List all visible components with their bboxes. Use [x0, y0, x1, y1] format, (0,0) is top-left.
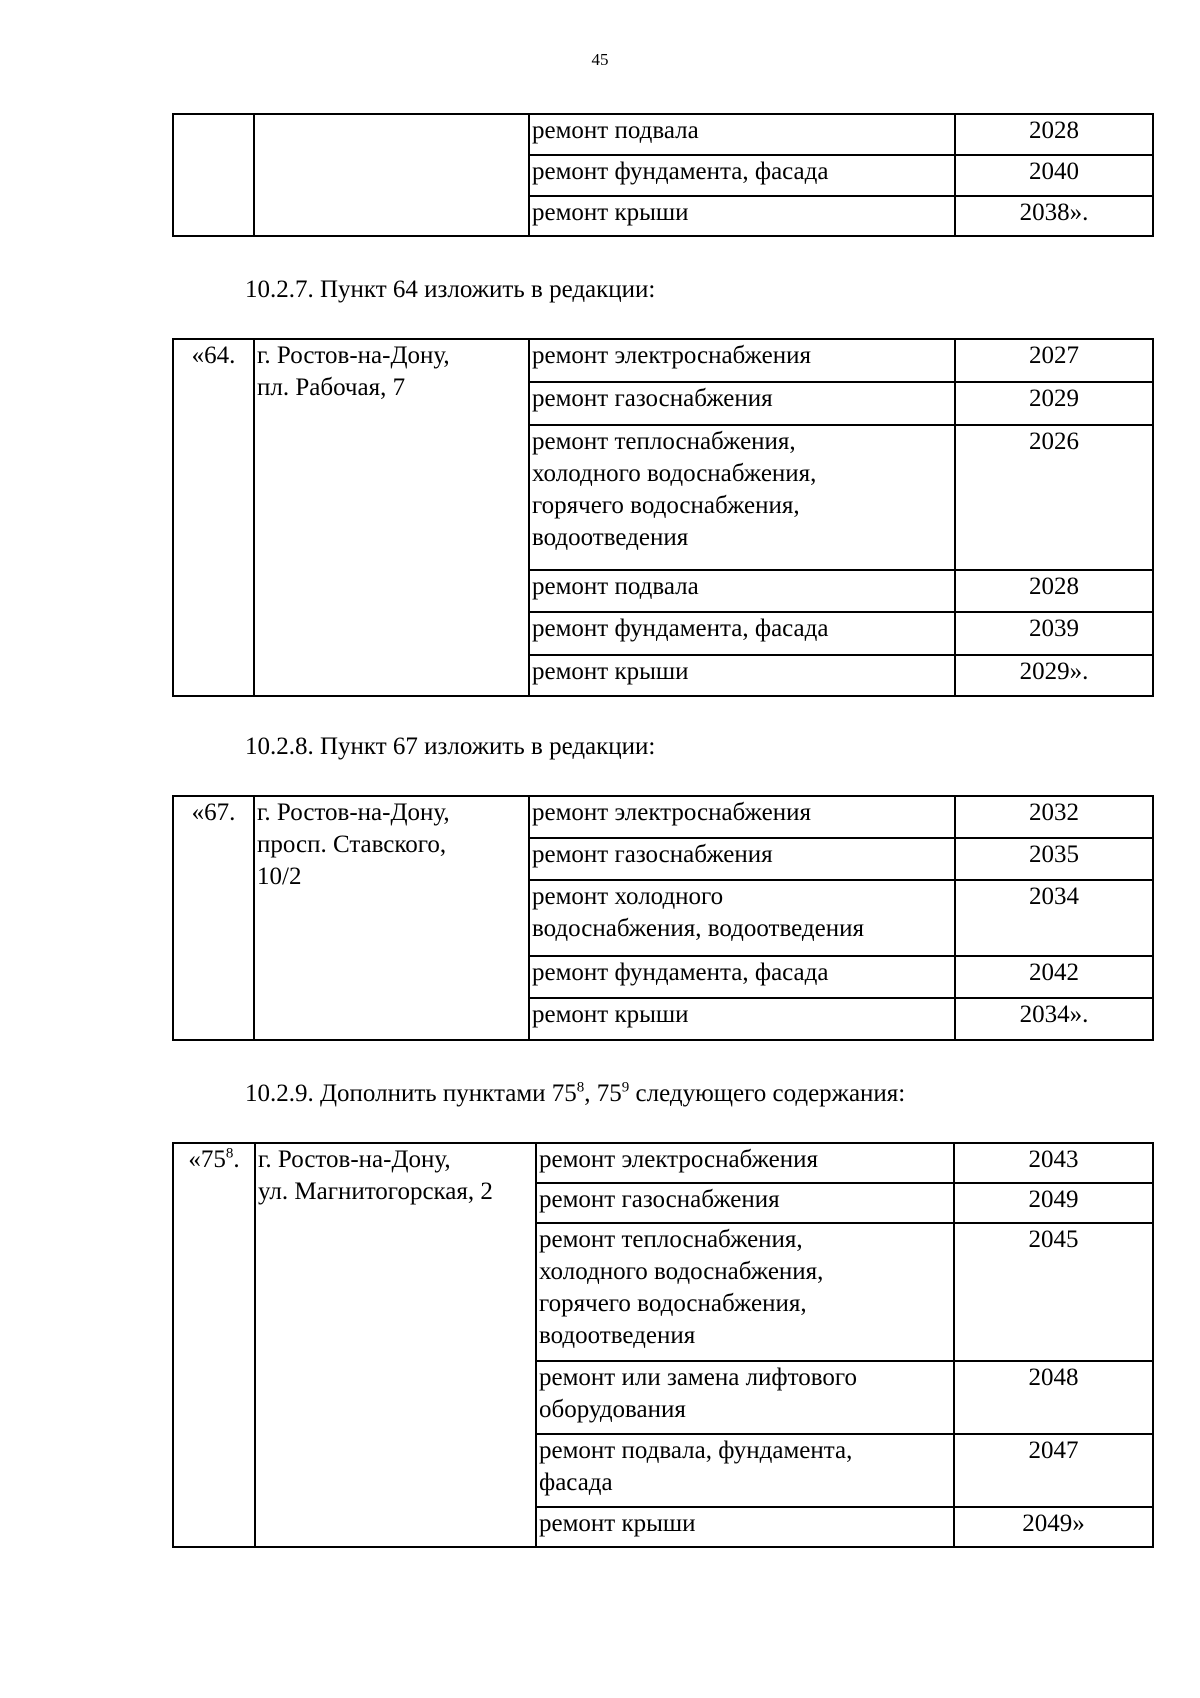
section-heading-10-2-8: 10.2.8. Пункт 67 изложить в редакции:: [245, 733, 656, 760]
year-cell: 2049»: [954, 1507, 1153, 1547]
item-number-text: .: [233, 1146, 240, 1173]
year-cell: 2048: [954, 1361, 1153, 1434]
address-cell: [254, 339, 529, 696]
work-cell: ремонт газоснабжения: [529, 838, 955, 880]
heading-text: , 75: [584, 1080, 622, 1107]
work-cell: ремонт электроснабжения: [536, 1143, 954, 1183]
work-line: ремонт теплоснабжения,: [532, 428, 796, 455]
heading-text: 10.2.9. Дополнить пунктами 75: [245, 1080, 577, 1107]
item-number: «64.: [173, 339, 254, 696]
work-cell: ремонт электроснабжения: [529, 796, 955, 838]
section-heading-10-2-9: [245, 1078, 905, 1110]
item-number: «67.: [173, 796, 254, 1040]
year-cell: 2043: [954, 1143, 1153, 1183]
work-cell: ремонт газоснабжения: [529, 382, 955, 425]
work-cell: ремонт электроснабжения: [529, 339, 955, 382]
heading-superscript: 9: [621, 1079, 630, 1096]
year-cell: 2034».: [955, 998, 1153, 1040]
work-line: ремонт холодного: [532, 883, 724, 910]
address-cell: [254, 114, 529, 236]
year-cell: 2035: [955, 838, 1153, 880]
year-cell: 2042: [955, 956, 1153, 998]
year-cell: 2027: [955, 339, 1153, 382]
work-cell: ремонт крыши: [529, 998, 955, 1040]
page-number: 45: [591, 50, 609, 69]
address-line: г. Ростов-на-Дону,: [257, 342, 450, 369]
work-line: водоотведения: [539, 1322, 696, 1349]
table-row: [173, 1143, 1153, 1183]
work-line: оборудования: [539, 1396, 686, 1423]
year-cell: 2029: [955, 382, 1153, 425]
address-cell: [255, 1143, 536, 1547]
work-cell: ремонт подвала: [529, 114, 955, 155]
address-line: г. Ростов-на-Дону,: [257, 799, 450, 826]
item-number-superscript: 8: [225, 1145, 234, 1162]
table-item-64: [172, 338, 1154, 697]
work-line: холодного водоснабжения,: [539, 1258, 824, 1285]
work-cell: ремонт крыши: [536, 1507, 954, 1547]
number-cell: [173, 114, 254, 236]
year-cell: 2034: [955, 880, 1153, 956]
heading-text: следующего содержания:: [629, 1080, 906, 1107]
work-cell: [529, 425, 955, 570]
work-cell: ремонт крыши: [529, 655, 955, 696]
work-cell: ремонт фундамента, фасада: [529, 612, 955, 655]
address-line: пл. Рабочая, 7: [257, 374, 406, 401]
year-cell: 2032: [955, 796, 1153, 838]
year-cell: 2039: [955, 612, 1153, 655]
work-line: водоотведения: [532, 524, 689, 551]
address-line: ул. Магнитогорская, 2: [258, 1178, 493, 1205]
year-cell: 2026: [955, 425, 1153, 570]
table-row: [173, 339, 1153, 382]
work-cell: [536, 1223, 954, 1361]
year-cell: 2045: [954, 1223, 1153, 1361]
work-cell: ремонт фундамента, фасада: [529, 956, 955, 998]
table-continuation: [172, 113, 1154, 237]
address-cell: [254, 796, 529, 1040]
work-line: ремонт теплоснабжения,: [539, 1226, 803, 1253]
year-cell: 2047: [954, 1434, 1153, 1507]
work-line: горячего водоснабжения,: [539, 1290, 807, 1317]
year-cell: 2040: [955, 155, 1153, 196]
table-item-75-8: [172, 1142, 1154, 1548]
work-line: фасада: [539, 1469, 613, 1496]
item-number: [173, 1143, 255, 1547]
table-row: [173, 796, 1153, 838]
year-cell: 2038».: [955, 196, 1153, 236]
work-line: ремонт подвала, фундамента,: [539, 1437, 853, 1464]
work-cell: ремонт крыши: [529, 196, 955, 236]
work-cell: [529, 880, 955, 956]
work-cell: [536, 1361, 954, 1434]
year-cell: 2029».: [955, 655, 1153, 696]
year-cell: 2028: [955, 570, 1153, 612]
table-row: [173, 114, 1153, 155]
year-cell: 2049: [954, 1183, 1153, 1223]
item-number-text: «75: [188, 1146, 226, 1173]
work-cell: ремонт газоснабжения: [536, 1183, 954, 1223]
section-heading-10-2-7: 10.2.7. Пункт 64 изложить в редакции:: [245, 276, 656, 303]
work-line: горячего водоснабжения,: [532, 492, 800, 519]
work-cell: ремонт фундамента, фасада: [529, 155, 955, 196]
work-line: холодного водоснабжения,: [532, 460, 817, 487]
work-cell: [536, 1434, 954, 1507]
year-cell: 2028: [955, 114, 1153, 155]
address-line: просп. Ставского,: [257, 831, 447, 858]
work-line: водоснабжения, водоотведения: [532, 915, 864, 942]
table-item-67: [172, 795, 1154, 1041]
address-line: 10/2: [257, 863, 302, 890]
heading-superscript: 8: [576, 1079, 585, 1096]
work-line: ремонт или замена лифтового: [539, 1364, 857, 1391]
address-line: г. Ростов-на-Дону,: [258, 1146, 451, 1173]
work-cell: ремонт подвала: [529, 570, 955, 612]
